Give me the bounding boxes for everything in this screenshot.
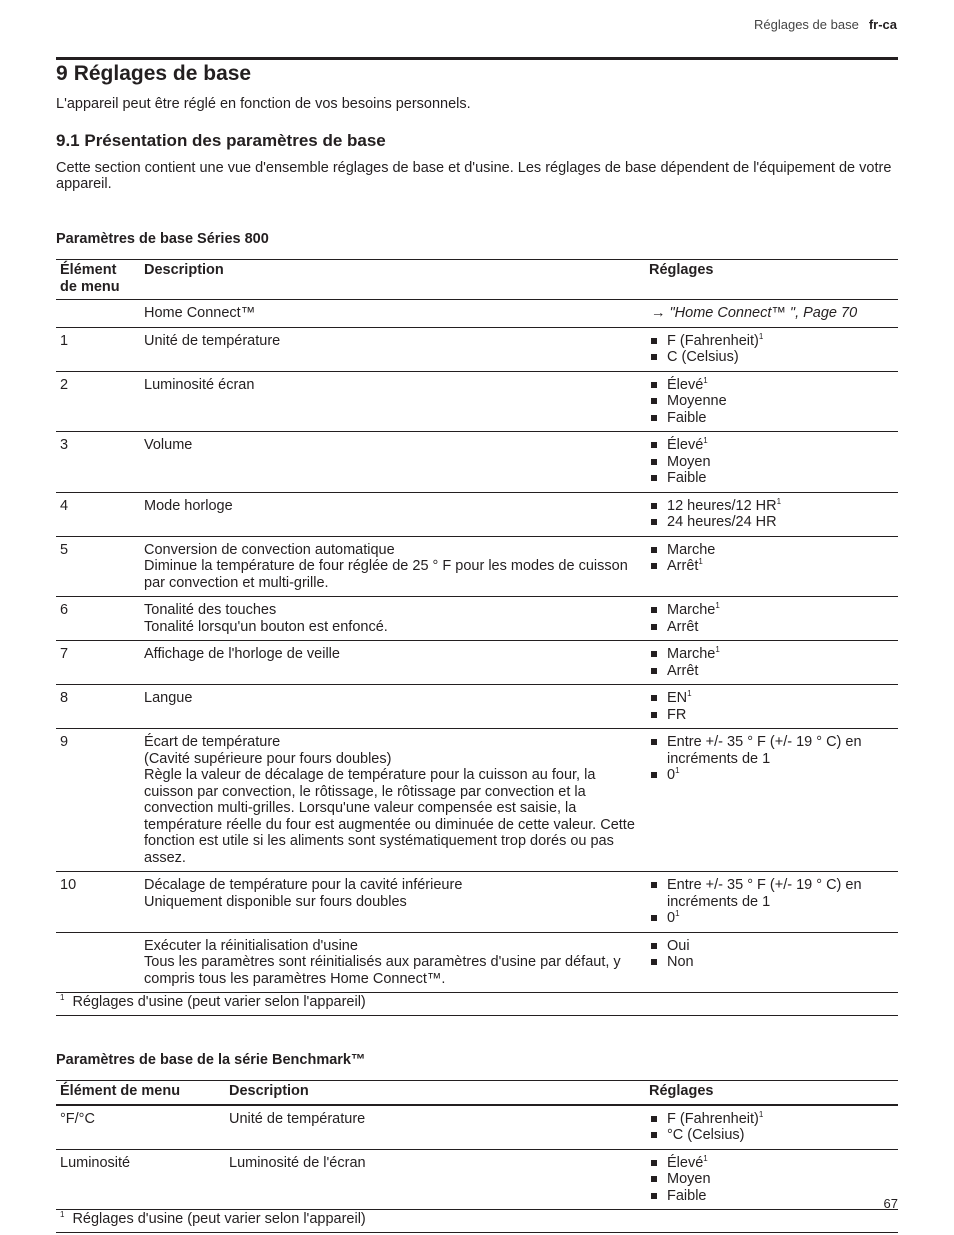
description-cell [140, 872, 645, 933]
menu-item-number: 4 [56, 492, 140, 536]
footnote-text: Réglages d'usine (peut varier selon l'appareil) [72, 1211, 366, 1227]
description-line: Home Connect™ [144, 305, 256, 321]
setting-label: Moyenne [667, 393, 727, 409]
description-cell [140, 492, 645, 536]
setting-option-text [667, 1111, 763, 1128]
link-text: "Home Connect™ ", Page 70 [669, 305, 858, 321]
setting-option-text [667, 910, 680, 927]
setting-option [651, 602, 894, 619]
bullet-square-icon [651, 1176, 657, 1182]
column-header: Réglages [645, 1081, 898, 1105]
footnote-mark: 1 [60, 993, 65, 1002]
setting-option [651, 954, 894, 971]
description-cell [140, 685, 645, 729]
setting-option-text [667, 877, 894, 910]
chapter-title-text: Réglages de base [73, 62, 252, 85]
description-cell [140, 536, 645, 597]
menu-item-number: 7 [56, 641, 140, 685]
setting-option-text [667, 498, 781, 515]
description-cell [140, 597, 645, 641]
table2-title: Paramètres de base de la série Benchmark™ [56, 1051, 366, 1068]
setting-option [651, 558, 894, 575]
setting-option-text [667, 410, 707, 427]
setting-option [651, 663, 894, 680]
menu-item-number: 3 [56, 432, 140, 493]
table-row [56, 685, 898, 729]
setting-label: Oui [667, 937, 690, 954]
setting-label: Moyen [667, 1171, 711, 1187]
bullet-square-icon [651, 547, 657, 553]
setting-option-text [667, 393, 727, 410]
table2 [56, 1080, 898, 1233]
column-header: Élément de menu [56, 1081, 225, 1105]
setting-label: 24 heures/24 HR [667, 514, 777, 530]
description-cell [225, 1105, 645, 1150]
setting-option-text [667, 1188, 707, 1205]
factory-default-mark: 1 [776, 496, 782, 506]
description-line: Unité de température [144, 332, 281, 349]
bullet-square-icon [651, 563, 657, 569]
setting-label: Faible [667, 470, 707, 486]
setting-option [651, 377, 894, 394]
bullet-square-icon [651, 882, 657, 888]
setting-option-text [667, 1155, 708, 1172]
description-line: Volume [144, 437, 193, 453]
table-row [56, 432, 898, 493]
table-row [56, 1105, 898, 1150]
bullet-square-icon [651, 1160, 657, 1166]
menu-item-number: 1 [56, 327, 140, 371]
factory-default-mark: 1 [715, 601, 720, 610]
column-header: Réglages [645, 260, 898, 300]
setting-option-text [667, 558, 703, 575]
description-line: Tous les paramètres sont réinitialisés aux paramètres d'usine par défaut, y compris tous les paramètres Home Connect™. [144, 954, 621, 987]
bullet-square-icon [651, 668, 657, 674]
factory-default-mark: 1 [703, 436, 708, 445]
chapter-number: 9 [56, 62, 68, 85]
setting-label: Non [667, 954, 694, 970]
description-cell [140, 641, 645, 685]
setting-label: Faible [667, 1187, 707, 1204]
setting-option-text [667, 349, 739, 366]
setting-option [651, 437, 894, 454]
setting-option-text [667, 602, 720, 619]
bullet-square-icon [651, 354, 657, 360]
description-line: (Cavité supérieure pour fours doubles) [144, 750, 392, 767]
setting-option-text [667, 663, 698, 680]
bullet-square-icon [651, 959, 657, 965]
setting-option [651, 454, 894, 471]
table-row [56, 300, 898, 328]
description-cell [225, 1149, 645, 1210]
settings-cell [645, 685, 898, 729]
setting-label: Moyen [667, 453, 711, 470]
language-code: fr-ca [868, 17, 897, 32]
table-row [56, 729, 898, 872]
setting-option-text [667, 690, 692, 707]
description-line: Décalage de température pour la cavité inférieure [144, 877, 463, 893]
description-cell [140, 327, 645, 371]
setting-option-text [667, 514, 777, 531]
section-text: Cette section contient une vue d'ensemble réglages de base et d'usine. Les réglages de base dépendent de l'équipement de votre appareil. [56, 159, 892, 192]
setting-option [651, 393, 894, 410]
setting-option [651, 410, 894, 427]
description-line: Conversion de convection automatique [144, 541, 395, 558]
page-content [56, 62, 898, 1233]
factory-default-mark: 1 [687, 689, 692, 698]
table-row [56, 872, 898, 933]
description-line: Mode horloge [144, 497, 233, 514]
factory-default-mark: 1 [703, 375, 708, 385]
description-line: Unité de température [229, 1110, 366, 1127]
bullet-square-icon [651, 398, 657, 404]
settings-cell [645, 1105, 898, 1150]
setting-option [651, 707, 894, 724]
setting-option [651, 734, 894, 767]
settings-cell [645, 641, 898, 685]
setting-label: Élevé [667, 1154, 704, 1171]
description-cell [140, 371, 645, 432]
bullet-square-icon [651, 475, 657, 481]
description-line: Diminue la température de four réglée de 25 ° F pour les modes de cuisson par convection et multi-grille. [144, 558, 628, 591]
setting-option-text [667, 954, 694, 971]
bullet-square-icon [651, 459, 657, 465]
settings-cell [645, 597, 898, 641]
table-footnote [56, 1210, 898, 1233]
setting-option [651, 767, 894, 784]
table-row [56, 641, 898, 685]
cross-reference-link[interactable] [651, 305, 894, 322]
setting-option [651, 498, 894, 515]
setting-label: Faible [667, 409, 707, 426]
settings-cell [645, 1149, 898, 1210]
menu-item-number: 6 [56, 597, 140, 641]
bullet-square-icon [651, 915, 657, 921]
settings-cell [645, 432, 898, 493]
description-line: Tonalité lorsqu'un bouton est enfoncé. [144, 618, 388, 635]
bullet-square-icon [651, 338, 657, 344]
footnote-text: Réglages d'usine (peut varier selon l'appareil) [72, 994, 366, 1010]
setting-option [651, 333, 894, 350]
setting-option-text [667, 619, 698, 636]
footnote-cell [56, 993, 898, 1016]
footnote-mark: 1 [60, 1210, 65, 1219]
setting-option [651, 514, 894, 531]
table-row [56, 1149, 898, 1210]
page-number: 67 [883, 1196, 898, 1211]
setting-label: Élevé [667, 437, 704, 453]
description-line: Affichage de l'horloge de veille [144, 646, 340, 662]
chapter-title [56, 62, 898, 86]
menu-item-number: 8 [56, 685, 140, 729]
setting-label: FR [667, 706, 687, 723]
setting-label: Marche [667, 541, 716, 558]
setting-option [651, 1171, 894, 1188]
setting-option-text [667, 437, 708, 454]
setting-option-text [667, 707, 686, 724]
setting-option [651, 1188, 894, 1205]
setting-label: 12 heures/12 HR [667, 497, 777, 514]
setting-option [651, 1155, 894, 1172]
setting-label: Arrêt [667, 662, 699, 679]
setting-option [651, 938, 894, 955]
setting-label: Entre +/- 35 ° F (+/- 19 ° C) en incréments de 1 [667, 877, 862, 910]
table-row [56, 327, 898, 371]
table-row [56, 597, 898, 641]
setting-label: Entre +/- 35 ° F (+/- 19 ° C) en incréments de 1 [667, 734, 862, 767]
description-line: Règle la valeur de décalage de température pour la cuisson au four, la cuisson par convection, le rôtissage, le rôtissage par convection et la convection multi-grilles. Lorsqu'une valeur compensée est saisie, la température réelle du four est augmentée ou diminuée de cette valeur. Cette fonction est utile si les aliments sont systématiquement trop dorés ou pas assez. [144, 767, 635, 866]
setting-option [651, 646, 894, 663]
menu-item-number: °F/°C [56, 1105, 225, 1150]
settings-cell [645, 300, 898, 328]
table-row [56, 492, 898, 536]
setting-label: °C (Celsius) [667, 1127, 745, 1143]
settings-cell [645, 492, 898, 536]
bullet-square-icon [651, 382, 657, 388]
menu-item-number: 5 [56, 536, 140, 597]
menu-item-number: Luminosité [56, 1149, 225, 1210]
settings-cell [645, 536, 898, 597]
bullet-square-icon [651, 1116, 657, 1122]
description-cell [140, 300, 645, 328]
setting-option-text [667, 333, 763, 350]
factory-default-mark: 1 [758, 1109, 764, 1119]
description-line: Écart de température [144, 734, 281, 750]
settings-cell [645, 872, 898, 933]
column-header: Description [140, 260, 645, 300]
setting-label: F (Fahrenheit) [667, 1110, 759, 1127]
bullet-square-icon [651, 442, 657, 448]
bullet-square-icon [651, 772, 657, 778]
factory-default-mark: 1 [715, 645, 720, 654]
setting-label: Marche [667, 646, 716, 662]
setting-option [651, 470, 894, 487]
description-line: Tonalité des touches [144, 602, 277, 618]
setting-option-text [667, 734, 894, 767]
setting-label: Arrêt [667, 618, 699, 635]
setting-option [651, 1111, 894, 1128]
setting-label: Arrêt [667, 558, 699, 574]
header-rule [56, 57, 898, 60]
running-header [754, 17, 897, 34]
setting-option [651, 349, 894, 366]
description-cell [140, 932, 645, 993]
setting-option-text [667, 1171, 711, 1188]
setting-label: 0 [667, 767, 676, 783]
factory-default-mark: 1 [698, 557, 703, 566]
table-footnote [56, 993, 898, 1016]
setting-option-text [667, 470, 707, 487]
bullet-square-icon [651, 651, 657, 657]
table-row [56, 371, 898, 432]
description-line: Exécuter la réinitialisation d'usine [144, 937, 358, 954]
setting-option-text [667, 646, 720, 663]
setting-option [651, 1127, 894, 1144]
menu-item-number: 2 [56, 371, 140, 432]
bullet-square-icon [651, 415, 657, 421]
setting-option [651, 542, 894, 559]
running-header-section: Réglages de base [754, 17, 859, 32]
menu-item-number: 9 [56, 729, 140, 872]
bullet-square-icon [651, 943, 657, 949]
setting-label: Élevé [667, 376, 704, 393]
table1 [56, 259, 898, 1016]
factory-default-mark: 1 [675, 766, 680, 775]
bullet-square-icon [651, 503, 657, 509]
column-header: Description [225, 1081, 645, 1105]
setting-option-text [667, 938, 690, 955]
column-header: Élément de menu [56, 260, 140, 300]
bullet-square-icon [651, 519, 657, 525]
setting-option [651, 910, 894, 927]
settings-cell [645, 371, 898, 432]
bullet-square-icon [651, 1193, 657, 1199]
factory-default-mark: 1 [703, 1153, 708, 1163]
factory-default-mark: 1 [675, 909, 680, 918]
menu-item-number [56, 300, 140, 328]
setting-label: EN [667, 690, 688, 706]
footnote-cell [56, 1210, 898, 1233]
bullet-square-icon [651, 624, 657, 630]
bullet-square-icon [651, 607, 657, 613]
setting-label: Marche [667, 602, 716, 618]
setting-option-text [667, 767, 680, 784]
description-cell [140, 729, 645, 872]
menu-item-number: 10 [56, 872, 140, 933]
description-line: Uniquement disponible sur fours doubles [144, 893, 407, 910]
table-row [56, 536, 898, 597]
description-cell [140, 432, 645, 493]
factory-default-mark: 1 [758, 331, 764, 341]
setting-option-text [667, 377, 708, 394]
setting-label: F (Fahrenheit) [667, 332, 759, 349]
section-title: 9.1 Présentation des paramètres de base [56, 130, 386, 150]
setting-label: 0 [667, 910, 676, 926]
description-line: Luminosité écran [144, 376, 255, 393]
bullet-square-icon [651, 1132, 657, 1138]
bullet-square-icon [651, 695, 657, 701]
setting-option-text [667, 454, 711, 471]
description-line: Langue [144, 690, 193, 706]
settings-cell [645, 729, 898, 872]
description-line: Luminosité de l'écran [229, 1154, 366, 1171]
arrow-icon: → [651, 305, 666, 321]
setting-option [651, 690, 894, 707]
settings-cell [645, 327, 898, 371]
menu-item-number [56, 932, 140, 993]
setting-option [651, 619, 894, 636]
setting-option [651, 877, 894, 910]
settings-cell [645, 932, 898, 993]
setting-option-text [667, 542, 715, 559]
bullet-square-icon [651, 712, 657, 718]
table1-title: Paramètres de base Séries 800 [56, 230, 269, 247]
bullet-square-icon [651, 739, 657, 745]
setting-option-text [667, 1127, 745, 1144]
table-row [56, 932, 898, 993]
chapter-intro: L'appareil peut être réglé en fonction de vos besoins personnels. [56, 96, 471, 112]
setting-label: C (Celsius) [667, 349, 739, 365]
